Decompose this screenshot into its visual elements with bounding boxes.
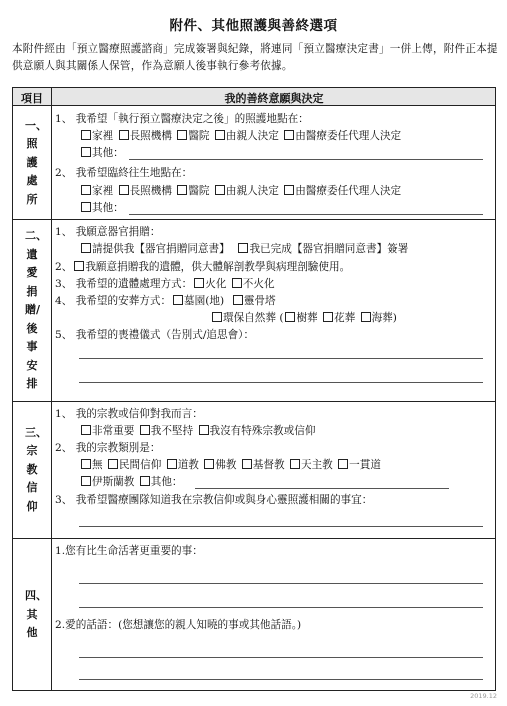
checkbox[interactable] <box>232 278 242 288</box>
fill-in-line[interactable] <box>79 526 483 527</box>
option-label: 火化 <box>205 278 227 290</box>
checkbox[interactable] <box>284 130 294 140</box>
option-label: 花葬 <box>334 312 356 324</box>
footer-version-code: 2019.12 <box>470 692 497 700</box>
checkbox[interactable] <box>173 295 183 305</box>
intro-paragraph: 本附件經由「預立醫療照護諮商」完成簽署與紀錄，將連同「預立醫療決定書」一併上傳，附件正本提供意願人與其關係人保管，作為意願人後事執行參考依據。 <box>12 43 498 72</box>
option-label: 長照機構 <box>129 185 172 197</box>
care-q2-text: 2、 我希望臨終往生地點在： <box>55 167 193 179</box>
checkbox[interactable] <box>140 476 150 486</box>
care-q1-text: 1、 我希望「執行預立醫療決定之後」的照護地點在： <box>55 113 309 125</box>
option-label: 伊斯蘭教 <box>92 476 135 488</box>
checkbox[interactable] <box>81 147 91 157</box>
fill-in-line[interactable] <box>129 214 483 215</box>
checkbox[interactable] <box>81 476 91 486</box>
checkbox[interactable] <box>233 295 243 305</box>
fill-in-line[interactable] <box>79 607 483 608</box>
checkbox[interactable] <box>194 278 204 288</box>
checkbox[interactable] <box>199 425 209 435</box>
option-label: 無 <box>92 459 103 471</box>
section-label-care: 一、照護處所 <box>25 118 47 206</box>
table-header-row <box>13 88 495 106</box>
option-label: 墓園(地) <box>184 295 225 307</box>
option-label: 由醫療委任代理人決定 <box>295 130 402 142</box>
option-label: 醫院 <box>188 130 210 142</box>
option-label: 環保自然葬 ( <box>223 312 284 324</box>
other-label: 其他： <box>92 147 124 159</box>
option-label: 請提供我【器官捐贈同意書】 <box>92 243 230 255</box>
section-label-religion: 三、宗教信仰 <box>25 425 47 513</box>
checkbox[interactable] <box>119 130 129 140</box>
checkbox[interactable] <box>290 459 300 469</box>
fill-in-line[interactable] <box>79 679 483 680</box>
option-label: 家裡 <box>92 130 114 142</box>
checkbox[interactable] <box>361 312 371 322</box>
option-label: 不火化 <box>242 278 275 290</box>
religion-q3-text: 3、 我希望醫療團隊知道我在宗教信仰或與身心靈照護相關的事宜： <box>55 494 373 506</box>
checkbox[interactable] <box>242 459 252 469</box>
checkbox[interactable] <box>285 312 295 322</box>
other-q1-text: 1.您有比生命活著更重要的事： <box>55 545 203 557</box>
option-label: 由醫療委任代理人決定 <box>295 185 402 197</box>
fill-in-line[interactable] <box>79 358 483 359</box>
section-label-donation: 二、遺愛捐贈/後事安排 <box>25 229 47 391</box>
checkbox[interactable] <box>140 425 150 435</box>
option-label: 民間信仰 <box>118 459 162 471</box>
option-label: 由親人決定 <box>225 185 279 197</box>
checkbox[interactable] <box>238 243 248 253</box>
section-donation-arrangements <box>13 220 495 402</box>
funeral-question-text: 5、 我希望的喪禮儀式（告別式/追思會）： <box>55 329 255 341</box>
checkbox[interactable] <box>204 459 214 469</box>
checkbox[interactable] <box>81 130 91 140</box>
religion-q2-text: 2、 我的宗教類別是： <box>55 442 161 454</box>
option-label: 我願意捐贈我的遺體，供大體解剖教學與病理剖驗使用。 <box>85 261 351 273</box>
burial-method-label: 4、 我希望的安葬方式： <box>55 295 172 307</box>
option-label: 海葬) <box>371 312 397 324</box>
section-religion <box>13 402 495 539</box>
checkbox[interactable] <box>74 261 84 271</box>
section-label-other: 四、其他 <box>25 589 47 640</box>
option-label: 醫院 <box>188 185 210 197</box>
checkbox[interactable] <box>215 130 225 140</box>
option-label: 一貫道 <box>349 459 381 471</box>
option-label: 天主教 <box>301 459 333 471</box>
checkbox[interactable] <box>81 425 91 435</box>
checkbox[interactable] <box>215 185 225 195</box>
checkbox[interactable] <box>81 243 91 253</box>
fill-in-line[interactable] <box>79 583 483 584</box>
checkbox[interactable] <box>212 312 222 322</box>
checkbox[interactable] <box>108 459 118 469</box>
other-label: 其他： <box>92 202 124 214</box>
checkbox[interactable] <box>81 202 91 212</box>
option-label: 長照機構 <box>129 130 172 142</box>
checkbox[interactable] <box>177 185 187 195</box>
option-label: 我不堅持 <box>150 425 194 437</box>
section-care-location <box>13 107 495 220</box>
checkbox[interactable] <box>81 459 91 469</box>
option-label: 樹葬 <box>296 312 318 324</box>
other-q2-text: 2.愛的話語：(您想讓您的親人知曉的事或其他話語。) <box>55 619 302 631</box>
checkbox[interactable] <box>338 459 348 469</box>
option-label: 道教 <box>177 459 199 471</box>
fill-in-line[interactable] <box>79 657 483 658</box>
option-label: 佛教 <box>215 459 237 471</box>
checkbox[interactable] <box>81 185 91 195</box>
fill-in-line[interactable] <box>195 488 449 489</box>
fill-in-line[interactable] <box>129 159 483 160</box>
body-handling-label: 3、 我希望的遺體處理方式： <box>55 278 193 290</box>
checkbox[interactable] <box>284 185 294 195</box>
section-other <box>13 539 495 691</box>
preferences-table <box>12 87 496 691</box>
option-label: 基督教 <box>252 459 285 471</box>
checkbox[interactable] <box>167 459 177 469</box>
document-title: 附件、其他照護與善終選項 <box>169 18 338 34</box>
header-content-label: 我的善終意願與決定 <box>224 92 324 105</box>
fill-in-line[interactable] <box>79 382 483 383</box>
religion-q1-text: 1、 我的宗教或信仰對我而言： <box>55 408 203 420</box>
checkbox[interactable] <box>177 130 187 140</box>
option-label: 由親人決定 <box>225 130 279 142</box>
checkbox[interactable] <box>119 185 129 195</box>
donation-q1-text: 1、 我願意器官捐贈： <box>55 226 161 238</box>
option-label: 我已完成【器官捐贈同意書】簽署 <box>249 243 409 255</box>
option-label: 靈骨塔 <box>243 295 276 307</box>
option-label: 家裡 <box>92 185 114 197</box>
checkbox[interactable] <box>323 312 333 322</box>
item-number: 2、 <box>55 261 73 273</box>
other-label: 其他： <box>150 476 183 488</box>
option-label: 非常重要 <box>92 425 135 437</box>
option-label: 我沒有特殊宗教或信仰 <box>209 425 316 437</box>
header-item-label: 項目 <box>21 92 43 105</box>
